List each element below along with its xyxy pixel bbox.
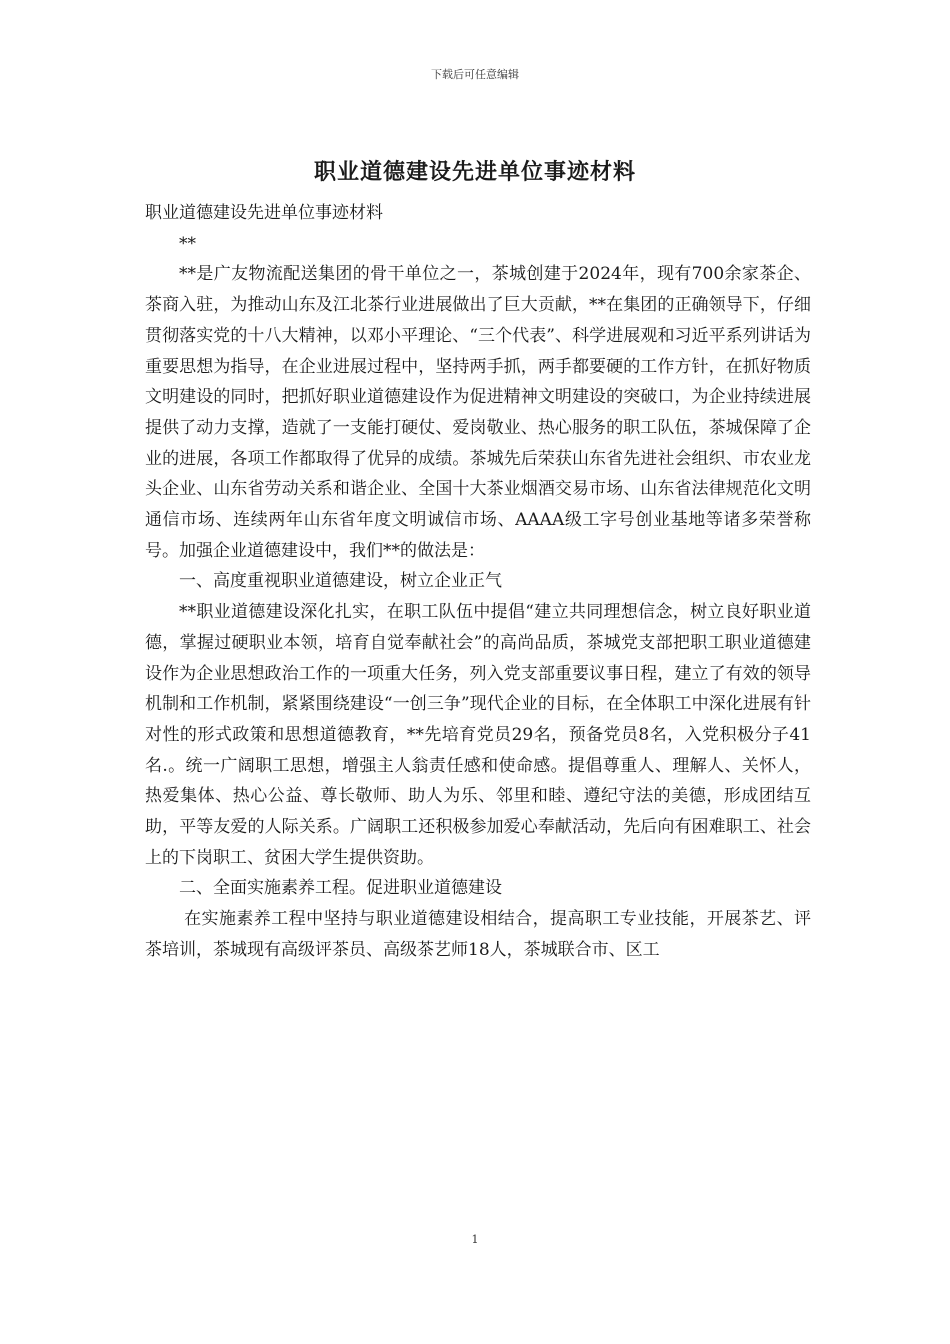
section-1-paragraph: **职业道德建设深化扎实，在职工队伍中提倡“建立共同理想信念，树立良好职业道德，掌握过硬职业本领，培育自觉奉献社会”的高尚品质，茶城党支部把职工职业道德建设作为企业思想政治工作的一项重大任务，列入党支部重要议事日程，建立了有效的领导机制和工作机制，紧紧围绕建设“一创三争”现代企业的目标，在全体职工中深化进展有针对性的形式政策和思想道德教育，**先培育党员29名，预备党员8名，入党积极分子41名.。统一广阔职工思想，增强主人翁责任感和使命感。提倡尊重人、理解人、关怀人，热爱集体、热心公益、尊长敬师、助人为乐、邻里和睦、遵纪守法的美德，形成团结互助，平等友爱的人际关系。广阔职工还积极参加爱心奉献活动，先后向有困难职工、社会上的下岗职工、贫困大学生提供资助。 [145,602,811,868]
document-title: 职业道德建设先进单位事迹材料 [313,159,636,185]
document-body [145,198,811,966]
subtitle-paragraph: 职业道德建设先进单位事迹材料 [145,203,383,223]
page-header-note: 下载后可任意编辑 [431,68,519,81]
section-2-paragraph: 在实施素养工程中坚持与职业道德建设相结合，提高职工专业技能，开展茶艺、评茶培训，茶城现有高级评茶员、高级茶艺师18人，茶城联合市、区工 [145,909,811,960]
author-placeholder-paragraph: ** [179,233,196,254]
intro-paragraph: **是广友物流配送集团的骨干单位之一，茶城创建于2024年，现有700余家茶企、茶商入驻，为推动山东及江北茶行业进展做出了巨大贡献，**在集团的正确领导下，仔细贯彻落实党的十八大精神，以邓小平理论、“三个代表”、科学进展观和习近平系列讲话为重要思想为指导，在企业进展过程中，坚持两手抓，两手都要硬的工作方针，在抓好物质文明建设的同时，把抓好职业道德建设作为促进精神文明建设的突破口，为企业持续进展提供了动力支撑，造就了一支能打硬仗、爱岗敬业、热心服务的职工队伍，茶城保障了企业的进展，各项工作都取得了优异的成绩。茶城先后荣获山东省先进社会组织、市农业龙头企业、山东省劳动关系和谐企业、全国十大茶业烟酒交易市场、山东省法律规范化文明通信市场、连续两年山东省年度文明诚信市场、AAAA级工字号创业基地等诸多荣誉称号。加强企业道德建设中，我们**的做法是： [145,264,811,561]
page-number: 1 [471,1233,479,1246]
section-heading-1: 一、高度重视职业道德建设，树立企业正气 [179,571,502,592]
section-heading-2: 二、全面实施素养工程。促进职业道德建设 [179,878,502,899]
